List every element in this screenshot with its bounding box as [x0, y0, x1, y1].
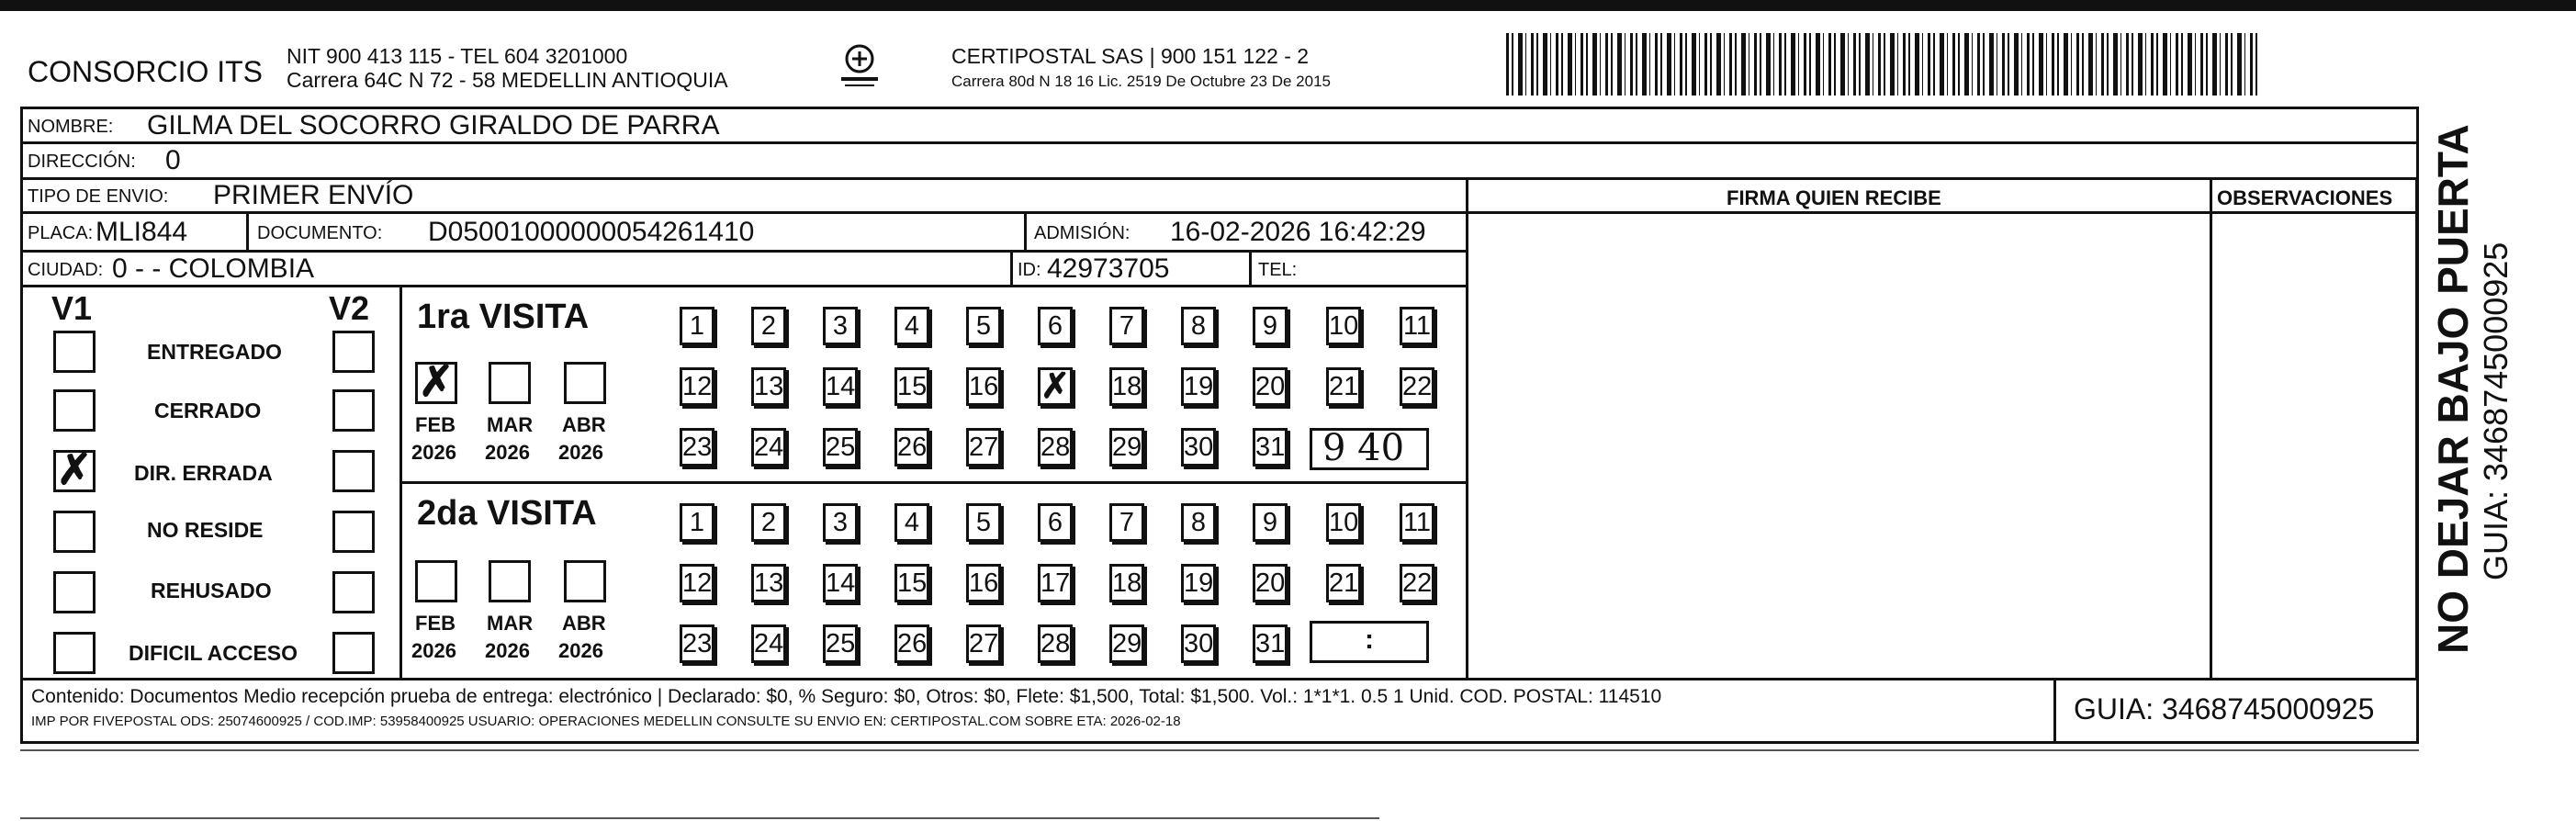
first-visit-day-24[interactable]: 24 [751, 428, 786, 467]
second-visit-day-8[interactable]: 8 [1181, 503, 1216, 542]
company-address: Carrera 64C N 72 - 58 MEDELLIN ANTIOQUIA [287, 68, 728, 92]
first-year-mar: 2026 [485, 441, 530, 464]
first-visit-day-26[interactable]: 26 [894, 428, 929, 467]
first-visit-time-handwritten: 9 40 [1322, 427, 1405, 469]
documento-label: DOCUMENTO: [257, 223, 383, 243]
first-year-abr: 2026 [558, 441, 603, 464]
second-month-mar: MAR [487, 612, 534, 635]
second-visit-day-14[interactable]: 14 [823, 564, 858, 602]
tipo-envio-label: TIPO DE ENVIO: [28, 186, 169, 207]
v2-checkbox-cerrado[interactable] [332, 389, 375, 432]
first-visit-feb-checkmark: ✗ [418, 357, 455, 405]
second-visit-day-20[interactable]: 20 [1253, 564, 1288, 602]
second-visit-day-11[interactable]: 11 [1400, 503, 1434, 542]
second-visit-day-6[interactable]: 6 [1038, 503, 1073, 542]
side-guia: GUIA: 3468745000925 [2477, 242, 2514, 580]
v1-checkbox-rehusado[interactable] [53, 571, 96, 613]
second-visit-day-12[interactable]: 12 [680, 564, 714, 602]
v2-checkbox-entregado[interactable] [332, 331, 375, 373]
first-visit-day-31[interactable]: 31 [1253, 428, 1288, 467]
direccion-value: 0 [165, 145, 181, 175]
first-visit-day-25[interactable]: 25 [823, 428, 858, 467]
admision-value: 16-02-2026 16:42:29 [1170, 217, 1426, 247]
first-visit-day-13[interactable]: 13 [751, 367, 786, 406]
ciudad-value: 0 - - COLOMBIA [112, 253, 315, 284]
option-dificil-acceso: DIFICIL ACCESO [129, 641, 298, 665]
second-visit-month-feb-box[interactable] [415, 560, 457, 602]
first-visit-day-23[interactable]: 23 [680, 428, 714, 467]
first-visit-day-4[interactable]: 4 [894, 307, 929, 345]
first-visit-month-mar-box[interactable] [489, 362, 531, 404]
option-rehusado: REHUSADO [151, 579, 272, 602]
second-month-feb: FEB [415, 612, 456, 635]
first-month-feb: FEB [415, 413, 456, 436]
documento-value: D05001000000054261410 [428, 217, 755, 247]
footer-guia: GUIA: 3468745000925 [2074, 692, 2375, 725]
second-visit-day-21[interactable]: 21 [1326, 564, 1361, 602]
contenido-line: Contenido: Documentos Medio recepción prueba de entrega: electrónico | Declarado: $0, % Seguro: $0, Otros: $0, Flete: $1,500, Total: $1,500. Vol.: 1*1*1. 0.5 1 Unid. COD. POSTAL: 114510 [31, 686, 1662, 707]
second-visit-day-19[interactable]: 19 [1181, 564, 1216, 602]
second-visit-day-3[interactable]: 3 [823, 503, 858, 542]
ciudad-label: CIUDAD: [28, 260, 104, 280]
first-visit-day-12[interactable]: 12 [680, 367, 714, 406]
company-name: CONSORCIO ITS [28, 55, 264, 88]
second-year-feb: 2026 [411, 639, 456, 662]
first-visit-day-27[interactable]: 27 [966, 428, 1001, 467]
option-entregado: ENTREGADO [147, 340, 282, 364]
second-visit-day-26[interactable]: 26 [894, 624, 929, 663]
first-visit-day-5[interactable]: 5 [966, 307, 1001, 345]
first-visit-day-10[interactable]: 10 [1326, 307, 1361, 345]
id-value: 42973705 [1047, 253, 1170, 284]
barcode [1506, 33, 2259, 96]
v2-header: V2 [329, 289, 370, 327]
first-visit-day-16[interactable]: 16 [966, 367, 1001, 406]
second-visit-day-1[interactable]: 1 [680, 503, 714, 542]
first-month-mar: MAR [487, 413, 534, 436]
certipostal-address: Carrera 80d N 18 16 Lic. 2519 De Octubre 23 De 2015 [951, 73, 1331, 90]
v1-checkbox-dificil-acceso[interactable] [53, 632, 96, 674]
v1-checkbox-cerrado[interactable] [53, 389, 96, 432]
option-cerrado: CERRADO [154, 399, 262, 422]
second-visit-day-25[interactable]: 25 [823, 624, 858, 663]
tipo-envio-value: PRIMER ENVÍO [213, 180, 414, 210]
second-visit-day-29[interactable]: 29 [1109, 624, 1144, 663]
company-nit-tel: NIT 900 413 115 - TEL 604 3201000 [287, 44, 628, 68]
first-visit-title: 1ra VISITA [417, 298, 590, 336]
firma-label: FIRMA QUIEN RECIBE [1727, 186, 1941, 209]
second-visit-day-18[interactable]: 18 [1109, 564, 1144, 602]
nombre-value: GILMA DEL SOCORRO GIRALDO DE PARRA [147, 110, 720, 141]
first-visit-day-8[interactable]: 8 [1181, 307, 1216, 345]
observaciones-label: OBSERVACIONES [2217, 186, 2393, 209]
first-visit-day-30[interactable]: 30 [1181, 428, 1216, 467]
first-visit-day-19[interactable]: 19 [1181, 367, 1216, 406]
second-visit-day-4[interactable]: 4 [894, 503, 929, 542]
second-visit-day-7[interactable]: 7 [1109, 503, 1144, 542]
no-dejar-bajo-puerta: NO DEJAR BAJO PUERTA [2429, 124, 2477, 654]
first-visit-day-18[interactable]: 18 [1109, 367, 1144, 406]
first-visit-day-29[interactable]: 29 [1109, 428, 1144, 467]
first-visit-month-abr-box[interactable] [564, 362, 606, 404]
first-visit-day-28[interactable]: 28 [1038, 428, 1073, 467]
certipostal-logo [836, 42, 883, 90]
second-visit-day-30[interactable]: 30 [1181, 624, 1216, 663]
v1-checkbox-entregado[interactable] [53, 331, 96, 373]
v2-checkbox-dir-errada[interactable] [332, 450, 375, 492]
first-visit-day-17[interactable]: ✗ [1038, 367, 1073, 406]
first-visit-day-20[interactable]: 20 [1253, 367, 1288, 406]
placa-value: MLI844 [96, 217, 188, 247]
placa-label: PLACA: [28, 223, 94, 243]
option-no-reside: NO RESIDE [147, 518, 264, 542]
second-visit-day-31[interactable]: 31 [1253, 624, 1288, 663]
id-label: ID: [1018, 260, 1041, 280]
second-visit-day-15[interactable]: 15 [894, 564, 929, 602]
second-visit-day-13[interactable]: 13 [751, 564, 786, 602]
v1-checkbox-no-reside[interactable] [53, 511, 96, 553]
tel-label: TEL: [1258, 260, 1298, 280]
direccion-label: DIRECCIÓN: [28, 152, 136, 172]
second-visit-day-24[interactable]: 24 [751, 624, 786, 663]
first-visit-day-11[interactable]: 11 [1400, 307, 1434, 345]
second-year-mar: 2026 [485, 639, 530, 662]
second-visit-day-2[interactable]: 2 [751, 503, 786, 542]
second-visit-day-27[interactable]: 27 [966, 624, 1001, 663]
first-month-abr: ABR [562, 413, 606, 436]
second-visit-time-colon: : [1365, 624, 1374, 655]
v2-checkbox-dificil-acceso[interactable] [332, 632, 375, 674]
second-visit-title: 2da VISITA [417, 494, 597, 533]
first-visit-day-3[interactable]: 3 [823, 307, 858, 345]
first-visit-day-1[interactable]: 1 [680, 307, 714, 345]
v1-dir-errada-checkmark: ✗ [56, 445, 93, 493]
admision-label: ADMISIÓN: [1034, 223, 1131, 243]
first-visit-day-7[interactable]: 7 [1109, 307, 1144, 345]
second-visit-day-22[interactable]: 22 [1400, 564, 1434, 602]
first-visit-day-22[interactable]: 22 [1400, 367, 1434, 406]
v2-checkbox-rehusado[interactable] [332, 571, 375, 613]
first-visit-day-15[interactable]: 15 [894, 367, 929, 406]
v1-header: V1 [51, 289, 93, 327]
second-visit-day-10[interactable]: 10 [1326, 503, 1361, 542]
imp-line: IMP POR FIVEPOSTAL ODS: 25074600925 / COD.IMP: 53958400925 USUARIO: OPERACIONES MEDELLIN CONSULTE SU ENVIO EN: CERTIPOSTAL.COM SOBRE ETA: 2026-02-18 [31, 714, 1181, 729]
first-visit-day-14[interactable]: 14 [823, 367, 858, 406]
second-visit-day-28[interactable]: 28 [1038, 624, 1073, 663]
first-visit-day-21[interactable]: 21 [1326, 367, 1361, 406]
option-dir-errada: DIR. ERRADA [134, 461, 273, 485]
second-visit-day-16[interactable]: 16 [966, 564, 1001, 602]
second-month-abr: ABR [562, 612, 606, 635]
second-visit-month-mar-box[interactable] [489, 560, 531, 602]
top-black-bar [0, 0, 2576, 11]
first-visit-day-6[interactable]: 6 [1038, 307, 1073, 345]
certipostal-name: CERTIPOSTAL SAS | 900 151 122 - 2 [951, 44, 1310, 68]
second-year-abr: 2026 [558, 639, 603, 662]
second-visit-day-17[interactable]: 17 [1038, 564, 1073, 602]
first-visit-day-2[interactable]: 2 [751, 307, 786, 345]
second-visit-month-abr-box[interactable] [564, 560, 606, 602]
first-visit-day-9[interactable]: 9 [1253, 307, 1288, 345]
nombre-label: NOMBRE: [28, 117, 114, 137]
v2-checkbox-no-reside[interactable] [332, 511, 375, 553]
second-visit-day-23[interactable]: 23 [680, 624, 714, 663]
second-visit-day-9[interactable]: 9 [1253, 503, 1288, 542]
first-year-feb: 2026 [411, 441, 456, 464]
second-visit-day-5[interactable]: 5 [966, 503, 1001, 542]
